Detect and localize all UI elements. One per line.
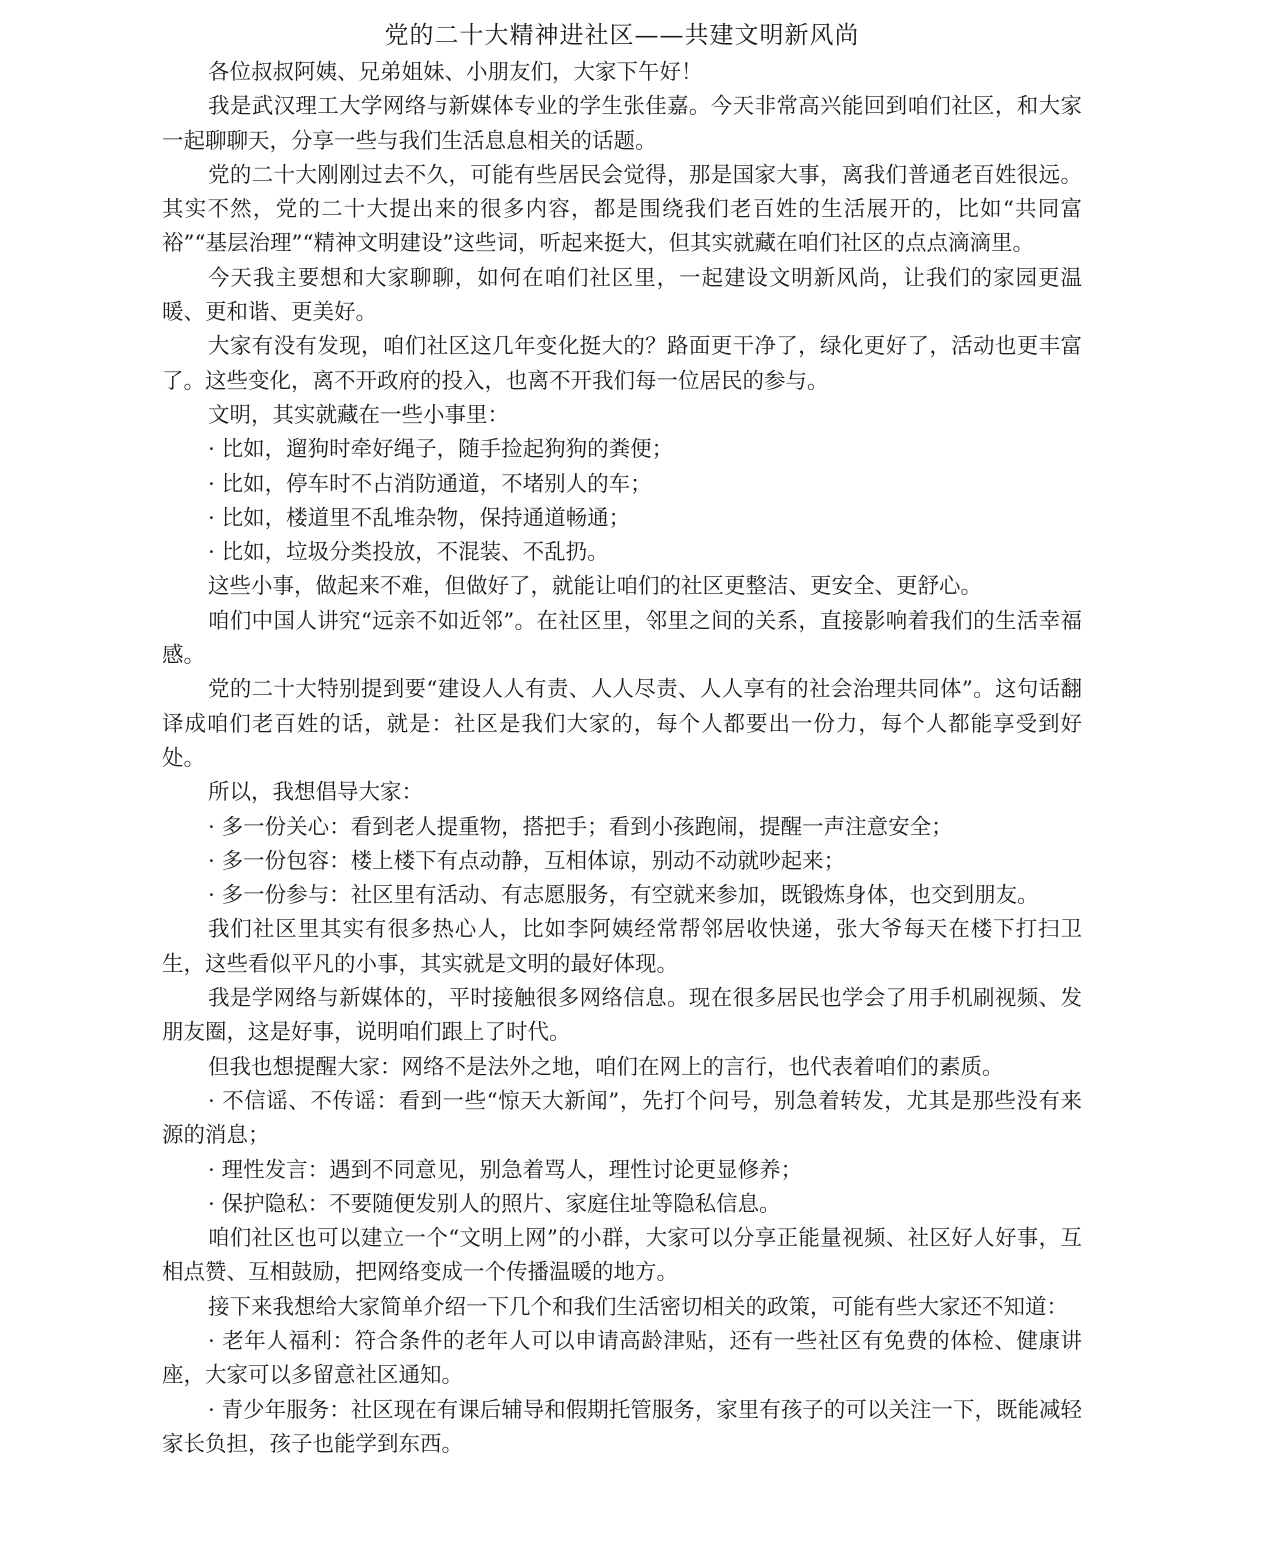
document-page (162, 18, 1082, 1462)
paragraph: 各位叔叔阿姨、兄弟姐妹、小朋友们，大家下午好！ (208, 60, 703, 85)
paragraph: 这些小事，做起来不难，但做好了，就能让咱们的社区更整洁、更安全、更舒心。 (208, 574, 983, 600)
paragraph: 我们社区里其实有很多热心人，比如李阿姨经常帮邻居收快递，张大爷每天在楼下打扫卫生，这些看似平凡的小事，其实就是文明的最好体现。 (162, 917, 1082, 977)
bullet-item: · 多一份包容：楼上楼下有点动静，互相体谅，别动不动就吵起来； (208, 848, 846, 874)
paragraph: 但我也想提醒大家：网络不是法外之地，咱们在网上的言行，也代表着咱们的素质。 (208, 1054, 1004, 1080)
bullet-item: · 理性发言：遇到不同意见，别急着骂人，理性讨论更显修养； (208, 1157, 803, 1183)
paragraph: 我是学网络与新媒体的，平时接触很多网络信息。现在很多居民也学会了用手机刷视频、发朋友圈，这是好事，说明咱们跟上了时代。 (162, 986, 1082, 1046)
bullet-item: · 比如，停车时不占消防通道，不堵别人的车； (208, 471, 652, 497)
paragraph: 所以，我想倡导大家： (208, 780, 424, 806)
document-body (162, 56, 1082, 1462)
bullet-item: · 青少年服务：社区现在有课后辅导和假期托管服务，家里有孩子的可以关注一下，既能减轻家长负担，孩子也能学到东西。 (162, 1397, 1082, 1457)
paragraph: 接下来我想给大家简单介绍一下几个和我们生活密切相关的政策，可能有些大家还不知道： (208, 1294, 1069, 1320)
document-title: 党的二十大精神进社区——共建文明新风尚 (384, 21, 860, 49)
bullet-item: · 老年人福利：符合条件的老年人可以申请高龄津贴，还有一些社区有免费的体检、健康讲座，大家可以多留意社区通知。 (162, 1328, 1082, 1389)
paragraph: 咱们社区也可以建立一个“文明上网”的小群，大家可以分享正能量视频、社区好人好事，互相点赞、互相鼓励，把网络变成一个传播温暖的地方。 (162, 1226, 1082, 1286)
paragraph: 文明，其实就藏在一些小事里： (208, 402, 510, 428)
paragraph: 咱们中国人讲究“远亲不如近邻”。在社区里，邻里之间的关系，直接影响着我们的生活幸福感。 (162, 608, 1082, 669)
bullet-item: · 不信谣、不传谣：看到一些“惊天大新闻”，先打个问号，别急着转发，尤其是那些没有来源的消息； (162, 1088, 1082, 1149)
bullet-item: · 比如，遛狗时牵好绳子，随手捡起狗狗的粪便； (208, 437, 674, 463)
paragraph: 今天我主要想和大家聊聊，如何在咱们社区里，一起建设文明新风尚，让我们的家园更温暖、更和谐、更美好。 (162, 265, 1082, 326)
paragraph: 党的二十大特别提到要“建设人人有责、人人尽责、人人享有的社会治理共同体”。这句话翻译成咱们老百姓的话，就是：社区是我们大家的，每个人都要出一份力，每个人都能享受到好处。 (162, 677, 1082, 771)
paragraph: 党的二十大刚刚过去不久，可能有些居民会觉得，那是国家大事，离我们普通老百姓很远。其实不然，党的二十大提出来的很多内容，都是围绕我们老百姓的生活展开的，比如“共同富裕”“基层治理”“精神文明建设”这些词，听起来挺大，但其实就藏在咱们社区的点点滴滴里。 (162, 162, 1082, 257)
bullet-item: · 多一份参与：社区里有活动、有志愿服务，有空就来参加，既锻炼身体，也交到朋友。 (208, 883, 1039, 909)
bullet-item: · 比如，楼道里不乱堆杂物，保持通道畅通； (208, 505, 631, 531)
bullet-item: · 比如，垃圾分类投放，不混装、不乱扔。 (208, 540, 609, 566)
paragraph: 大家有没有发现，咱们社区这几年变化挺大的？路面更干净了，绿化更好了，活动也更丰富了。这些变化，离不开政府的投入，也离不开我们每一位居民的参与。 (162, 334, 1082, 394)
bullet-item: · 多一份关心：看到老人提重物，搭把手；看到小孩跑闹，提醒一声注意安全； (208, 814, 953, 840)
bullet-item: · 保护隐私：不要随便发别人的照片、家庭住址等隐私信息。 (208, 1191, 781, 1217)
paragraph: 我是武汉理工大学网络与新媒体专业的学生张佳嘉。今天非常高兴能回到咱们社区，和大家一起聊聊天，分享一些与我们生活息息相关的话题。 (162, 94, 1082, 154)
